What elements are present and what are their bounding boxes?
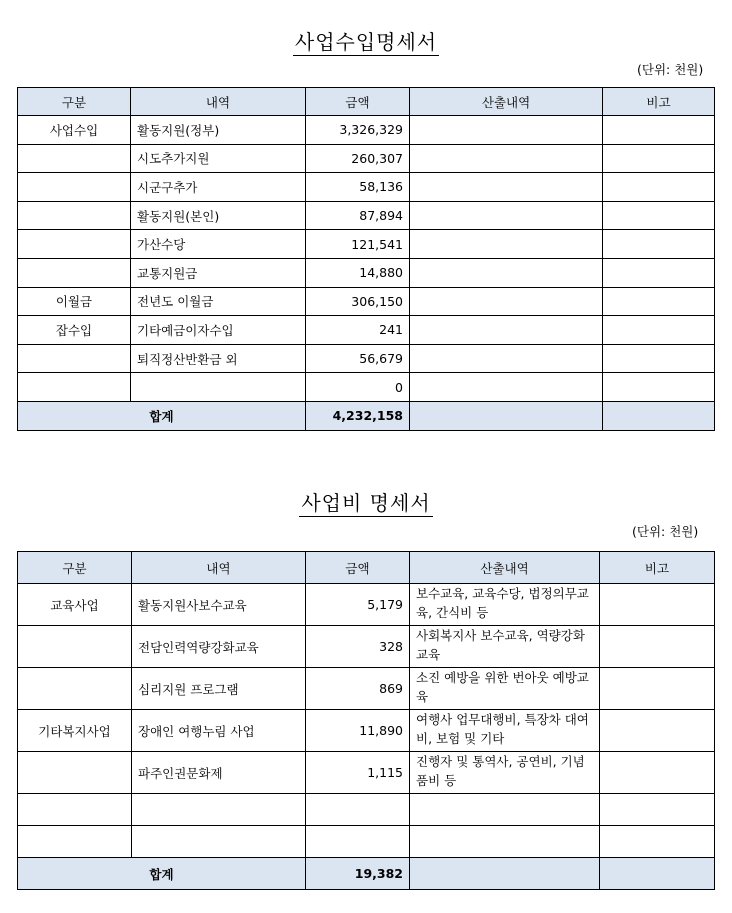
row-note	[603, 373, 715, 402]
header-detail: 산출내역	[410, 552, 600, 584]
expense-total-row	[18, 858, 715, 890]
header-detail: 산출내역	[410, 88, 603, 116]
row-item: 활동지원(정부)	[131, 116, 306, 145]
row-note	[600, 710, 715, 752]
row-amount: 87,894	[306, 201, 410, 230]
row-detail	[410, 316, 603, 345]
row-detail: 여행사 업무대행비, 특장차 대여비, 보험 및 기타	[410, 710, 600, 752]
row-amount: 11,890	[306, 710, 410, 752]
expense-table	[17, 551, 715, 890]
row-note	[603, 144, 715, 173]
row-note	[603, 116, 715, 145]
row-amount	[306, 826, 410, 858]
row-detail	[410, 373, 603, 402]
row-item: 전담인력역량강화교육	[132, 626, 306, 668]
table-row	[18, 584, 715, 626]
row-amount: 14,880	[306, 258, 410, 287]
row-detail: 진행자 및 통역사, 공연비, 기념품비 등	[410, 752, 600, 794]
table-row	[18, 710, 715, 752]
row-item: 퇴직정산반환금 외	[131, 344, 306, 373]
total-detail	[410, 858, 600, 890]
total-label: 합계	[18, 858, 306, 890]
row-item: 가산수당	[131, 230, 306, 259]
row-note	[603, 173, 715, 202]
row-category	[18, 144, 131, 173]
row-detail	[410, 794, 600, 826]
row-category	[18, 752, 132, 794]
table-row	[18, 668, 715, 710]
total-note	[603, 401, 715, 430]
row-item: 활동지원사보수교육	[132, 584, 306, 626]
row-item: 시도추가지원	[131, 144, 306, 173]
header-item: 내역	[131, 88, 306, 116]
row-category: 잡수입	[18, 316, 131, 345]
row-note	[603, 230, 715, 259]
row-item: 파주인권문화제	[132, 752, 306, 794]
row-note	[600, 584, 715, 626]
table-row	[18, 258, 715, 287]
income-unit-label: (단위: 천원)	[637, 62, 704, 77]
row-note	[603, 316, 715, 345]
table-row	[18, 373, 715, 402]
header-item: 내역	[132, 552, 306, 584]
row-item: 장애인 여행누림 사업	[132, 710, 306, 752]
row-category: 교육사업	[18, 584, 132, 626]
row-detail	[410, 201, 603, 230]
income-header-row	[18, 88, 715, 116]
row-amount: 121,541	[306, 230, 410, 259]
table-row	[18, 287, 715, 316]
row-amount: 56,679	[306, 344, 410, 373]
row-detail	[410, 144, 603, 173]
row-note	[603, 201, 715, 230]
row-note	[603, 287, 715, 316]
row-category: 이월금	[18, 287, 131, 316]
income-table	[17, 87, 715, 431]
row-item: 교통지원금	[131, 258, 306, 287]
table-row	[18, 230, 715, 259]
row-item	[131, 373, 306, 402]
total-amount: 19,382	[306, 858, 410, 890]
row-detail	[410, 116, 603, 145]
row-note	[603, 258, 715, 287]
row-note	[600, 794, 715, 826]
table-row	[18, 626, 715, 668]
row-detail	[410, 287, 603, 316]
row-detail: 보수교육, 교육수당, 법정의무교육, 간식비 등	[410, 584, 600, 626]
expense-title: 사업비 명세서	[301, 491, 431, 515]
table-row	[18, 752, 715, 794]
row-amount	[306, 794, 410, 826]
row-category	[18, 344, 131, 373]
header-category: 구분	[18, 88, 131, 116]
row-amount: 58,136	[306, 173, 410, 202]
table-row	[18, 116, 715, 145]
header-note: 비고	[603, 88, 715, 116]
row-note	[600, 752, 715, 794]
row-note	[600, 626, 715, 668]
row-category	[18, 826, 132, 858]
row-amount: 1,115	[306, 752, 410, 794]
row-category	[18, 230, 131, 259]
header-amount: 금액	[306, 88, 410, 116]
row-item: 심리지원 프로그램	[132, 668, 306, 710]
table-row	[18, 173, 715, 202]
row-amount: 241	[306, 316, 410, 345]
income-total-row	[18, 401, 715, 430]
row-amount: 3,326,329	[306, 116, 410, 145]
row-category: 사업수입	[18, 116, 131, 145]
row-amount: 260,307	[306, 144, 410, 173]
income-title: 사업수입명세서	[294, 30, 438, 54]
total-detail	[410, 401, 603, 430]
expense-header-row	[18, 552, 715, 584]
table-row	[18, 344, 715, 373]
row-detail: 사회복지사 보수교육, 역량강화교육	[410, 626, 600, 668]
total-amount: 4,232,158	[306, 401, 410, 430]
row-category	[18, 258, 131, 287]
row-detail	[410, 258, 603, 287]
row-category	[18, 794, 132, 826]
row-detail	[410, 230, 603, 259]
table-row	[18, 826, 715, 858]
table-row	[18, 201, 715, 230]
row-amount: 306,150	[306, 287, 410, 316]
total-label: 합계	[18, 401, 306, 430]
row-note	[600, 826, 715, 858]
row-detail: 소진 예방을 위한 번아웃 예방교육	[410, 668, 600, 710]
row-category	[18, 373, 131, 402]
row-category: 기타복지사업	[18, 710, 132, 752]
table-row	[18, 794, 715, 826]
row-item	[132, 826, 306, 858]
row-amount: 869	[306, 668, 410, 710]
header-note: 비고	[600, 552, 715, 584]
row-item	[132, 794, 306, 826]
row-item: 기타예금이자수입	[131, 316, 306, 345]
row-amount: 5,179	[306, 584, 410, 626]
row-item: 전년도 이월금	[131, 287, 306, 316]
row-detail	[410, 173, 603, 202]
row-category	[18, 201, 131, 230]
table-row	[18, 316, 715, 345]
expense-unit-label: (단위: 천원)	[632, 524, 699, 539]
row-item: 시군구추가	[131, 173, 306, 202]
total-note	[600, 858, 715, 890]
header-amount: 금액	[306, 552, 410, 584]
header-category: 구분	[18, 552, 132, 584]
row-category	[18, 626, 132, 668]
row-category	[18, 668, 132, 710]
row-item: 활동지원(본인)	[131, 201, 306, 230]
row-note	[603, 344, 715, 373]
row-detail	[410, 344, 603, 373]
row-detail	[410, 826, 600, 858]
row-amount: 328	[306, 626, 410, 668]
row-note	[600, 668, 715, 710]
table-row	[18, 144, 715, 173]
row-amount: 0	[306, 373, 410, 402]
row-category	[18, 173, 131, 202]
